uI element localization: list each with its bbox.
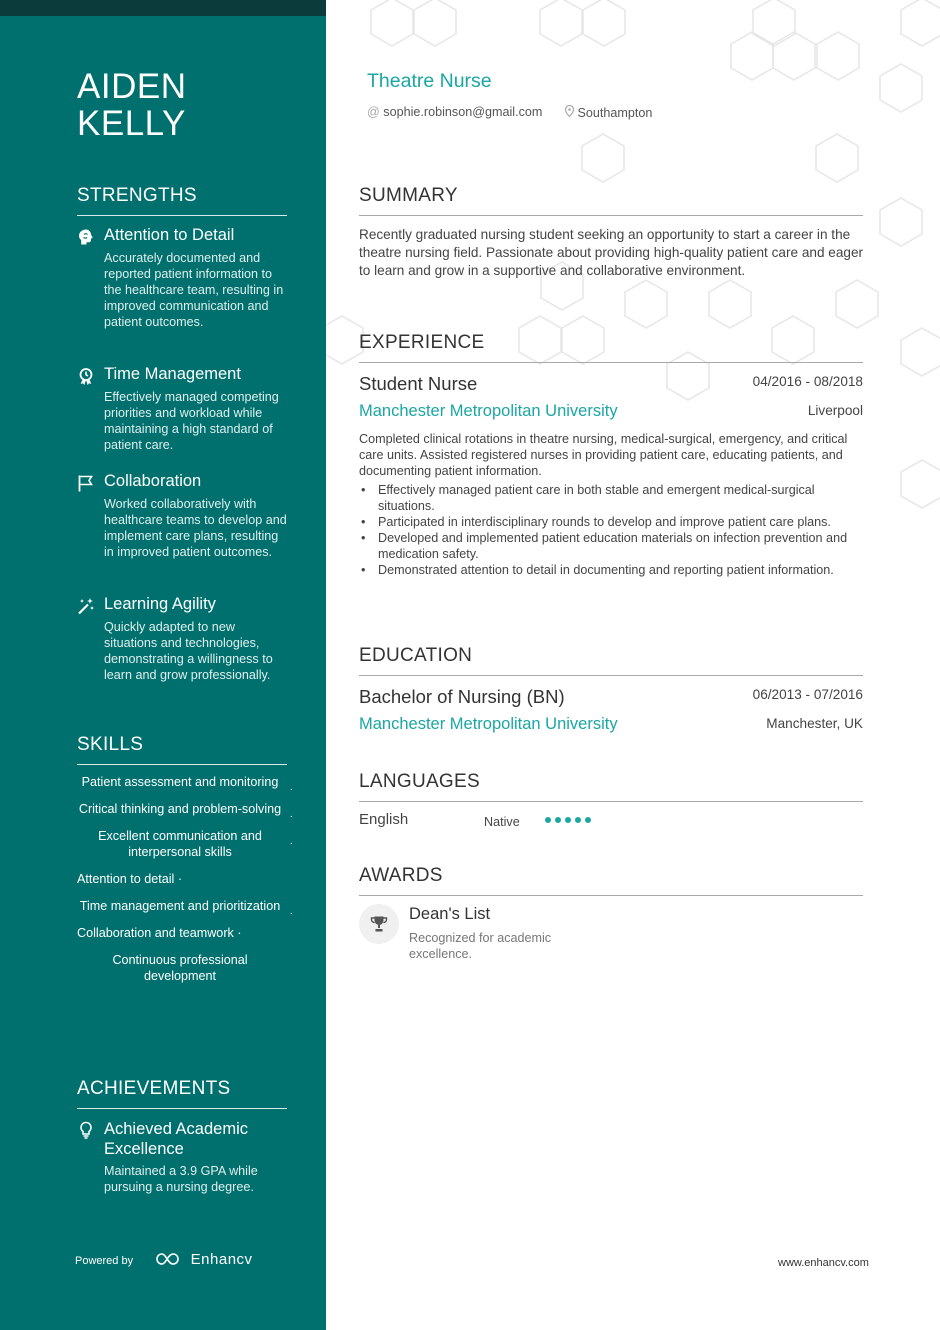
strength-title: Collaboration [104,472,202,490]
achievement-title: Achieved Academic Excellence [104,1120,248,1158]
skill-item [77,925,293,941]
summary-text: Recently graduated nursing student seeking an opportunity to start a career in the theatre nursing field. Passionate about providing high-quality patient care and eager to learn and grow in a supportive and collaborative environment. [359,227,864,278]
job-bullet: • Developed and implemented patient education materials on infection prevention and medication safety. [359,530,869,562]
magic-wand-icon [77,597,95,615]
enhancv-logo[interactable] [154,1251,253,1268]
language-name: English [359,811,409,828]
strength-title: Learning Agility [104,595,216,613]
skill-label: Attention to detail [77,872,175,886]
trophy-icon [370,915,388,933]
summary-heading: SUMMARY [359,185,863,216]
education-dates: 06/2013 - 07/2016 [752,687,863,702]
skill-label: Time management and prioritization [79,899,281,913]
strength-description: Accurately documented and reported patient information to the healthcare team, resulting in improved communication and patient outcomes. [104,251,284,329]
skill-item [77,774,293,795]
skill-item [77,898,293,919]
map-pin-icon [565,105,574,117]
achievement-description: Maintained a 3.9 GPA while pursuing a nursing degree. [104,1164,258,1194]
experience-heading: EXPERIENCE [359,332,863,363]
email-contact[interactable] [367,105,542,119]
strength-description: Effectively managed competing priorities and workload while maintaining a high standard of patient care. [104,390,279,452]
skill-separator: · [237,926,242,940]
skill-separator: · [289,838,293,849]
strengths-heading: STRENGTHS [77,185,287,216]
brand-name: Enhancv [190,1251,253,1268]
footer-url[interactable]: www.enhancv.com [778,1257,869,1269]
job-description: Completed clinical rotations in theatre nursing, medical-surgical, emergency, and critical care units. Assisted registered nurses in providing patient care, educating patients, and documenting patient information. [359,432,848,478]
award-title: Dean's List [409,905,491,923]
degree-title: Bachelor of Nursing (BN) [359,686,565,707]
proficiency-dot [545,817,551,823]
brain-icon [77,228,95,246]
awards-heading: AWARDS [359,865,863,896]
first-name: AIDEN [77,67,187,106]
skill-separator: · [289,908,293,919]
education-location: Manchester, UK [766,716,863,731]
skill-label: Critical thinking and problem-solving [78,802,282,816]
job-dates: 04/2016 - 08/2018 [752,374,863,389]
skill-item [77,801,293,822]
skill-item [77,828,293,860]
proficiency-dot [555,817,561,823]
achievements-heading: ACHIEVEMENTS [77,1078,287,1109]
strength-title: Attention to Detail [104,226,235,244]
powered-by-label: Powered by [75,1255,134,1267]
sidebar-top-bar [0,0,326,16]
candidate-name [77,68,186,142]
email-text: sophie.robinson@gmail.com [383,105,543,119]
proficiency-dot [565,817,571,823]
language-level: Native [484,815,520,829]
job-organization: Manchester Metropolitan University [359,402,618,420]
job-bullet: • Demonstrated attention to detail in documenting and reporting patient information. [359,562,869,578]
skill-item [77,952,293,984]
proficiency-dot [575,817,581,823]
job-location: Liverpool [807,403,863,418]
education-organization: Manchester Metropolitan University [359,715,618,733]
location-contact [565,105,652,120]
skill-separator: · [289,784,293,795]
language-proficiency-dots [545,817,595,825]
languages-heading: LANGUAGES [359,771,863,802]
at-icon: @ [367,105,380,119]
last-name: KELLY [77,104,186,143]
job-title: Student Nurse [359,373,478,394]
strength-description: Worked collaboratively with healthcare teams to develop and implement care plans, resulting in improved patient outcomes. [104,497,287,559]
job-bullet-list [359,482,869,578]
flag-icon [77,474,95,492]
skill-label: Patient assessment and monitoring [81,775,279,789]
job-role: Theatre Nurse [367,70,492,92]
job-bullet: • Participated in interdisciplinary rounds to develop and improve patient care plans. [359,514,869,530]
skill-item [77,871,293,887]
location-text: Southampton [577,106,653,120]
job-bullet: • Effectively managed patient care in both stable and emergent medical-surgical situations. [359,482,869,514]
proficiency-dot [585,817,591,823]
skill-label: Continuous professional development [112,953,248,983]
infinity-logo-icon [154,1251,186,1267]
skill-label: Collaboration and teamwork [77,926,234,940]
award-description: Recognized for academic excellence. [409,931,552,961]
skill-separator: · [177,872,183,886]
strength-title: Time Management [104,365,241,383]
skill-separator: · [289,811,293,822]
stopwatch-icon [77,367,95,385]
award-icon-circle [359,904,399,944]
skills-list [77,774,293,995]
education-heading: EDUCATION [359,645,863,676]
strength-description: Quickly adapted to new situations and technologies, demonstrating a willingness to learn and grow professionally. [104,620,273,682]
skills-heading: SKILLS [77,734,287,765]
skill-label: Excellent communication and interpersonal skills [98,829,262,859]
lightbulb-icon [77,1121,95,1139]
